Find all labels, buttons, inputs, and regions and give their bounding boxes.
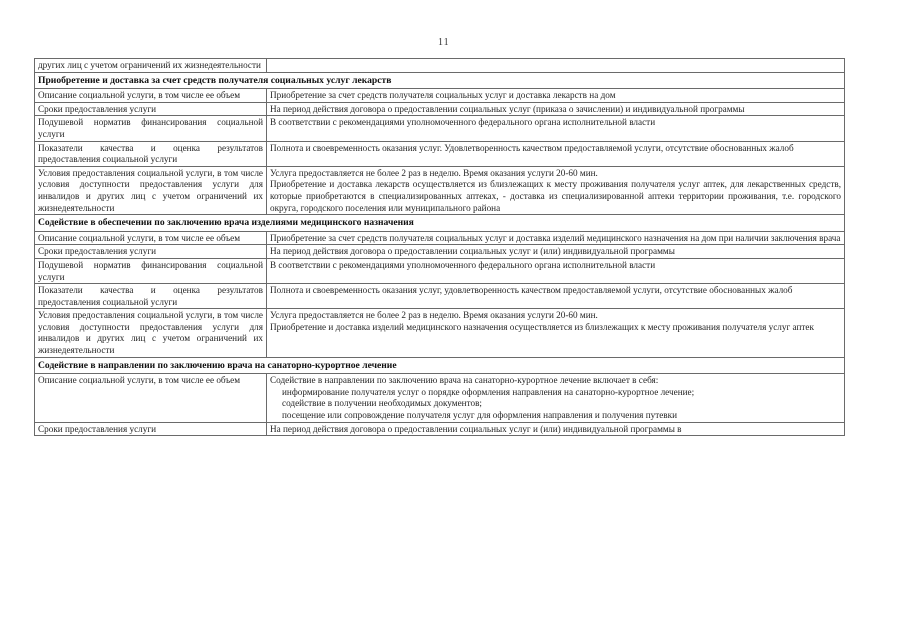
- table-row: [35, 309, 845, 357]
- row-value: [267, 59, 845, 73]
- row-label: Подушевой норматив финансирования социальной услуги: [35, 258, 267, 283]
- row-paragraph: Приобретение и доставка изделий медицинского назначения осуществляется из близлежащих к месту проживания получателя услуг аптек: [270, 321, 814, 332]
- table-row: [35, 422, 845, 436]
- row-value: [267, 102, 845, 116]
- row-paragraph: Приобретение за счет средств получателя социальных услуг и доставка лекарств на дом: [270, 90, 616, 101]
- row-value: [267, 245, 845, 259]
- table-row: [35, 141, 845, 166]
- row-label: Показатели качества и оценка результатов предоставления социальной услуги: [35, 141, 267, 166]
- list-item: информирование получателя услуг о порядке оформления направления на санаторно-курортное лечение;: [282, 386, 695, 397]
- row-paragraph: Приобретение за счет средств получателя социальных услуг и доставка изделий медицинского назначения на дом при наличии заключения врача: [270, 232, 841, 243]
- row-value: [267, 141, 845, 166]
- row-value: [267, 284, 845, 309]
- row-value: [267, 374, 845, 422]
- row-paragraph: На период действия договора о предоставлении социальных услуг (приказа о зачислении) и индивидуальной программы: [270, 103, 745, 114]
- row-paragraph: Приобретение и доставка лекарств осуществляется из близлежащих к месту проживания получателя услуг аптек, для лекарственных средств, которые приобретаются в специализированных аптеках, - доставка из специализированной аптеки территории проживания, т.е. городского округа, городского поселения или муниципального района: [270, 179, 841, 213]
- row-value: [267, 166, 845, 214]
- table-row: [35, 231, 845, 245]
- table-row: [35, 102, 845, 116]
- list-item: содействие в получении необходимых документов;: [282, 398, 482, 409]
- table-row: [35, 166, 845, 214]
- row-paragraph: В соответствии с рекомендациями уполномоченного федерального органа исполнительной власти: [270, 259, 656, 270]
- row-label: Сроки предоставления услуги: [35, 102, 267, 116]
- row-label: Условия предоставления социальной услуги, в том числе условия доступности предоставления услуги для инвалидов и других лиц с учетом ограничений их жизнедеятельности: [35, 309, 267, 357]
- section-title: Содействие в направлении по заключению врача на санаторно-курортное лечение: [35, 357, 845, 374]
- row-paragraph: Услуга предоставляется не более 2 раз в неделю. Время оказания услуги 20-60 мин.: [270, 167, 598, 178]
- table-row: [35, 284, 845, 309]
- row-value: [267, 116, 845, 141]
- table-row: [35, 258, 845, 283]
- row-label: Описание социальной услуги, в том числе ее объем: [35, 89, 267, 103]
- row-value: [267, 422, 845, 436]
- section-header: [35, 72, 845, 89]
- row-value: [267, 231, 845, 245]
- row-paragraph: В соответствии с рекомендациями уполномоченного федерального органа исполнительной власти: [270, 117, 656, 128]
- row-label: Описание социальной услуги, в том числе ее объем: [35, 374, 267, 422]
- section-title: Приобретение и доставка за счет средств получателя социальных услуг лекарств: [35, 72, 845, 89]
- table-row: [35, 374, 845, 422]
- row-label: других лиц с учетом ограничений их жизнедеятельности: [35, 59, 267, 73]
- list-item: посещение или сопровождение получателя услуг для оформления направления и получения путевки: [282, 410, 678, 421]
- row-paragraph: Содействие в направлении по заключению врача на санаторно-курортное лечение включает в себя:: [270, 375, 659, 386]
- row-value: [267, 89, 845, 103]
- section-header: [35, 215, 845, 232]
- row-label: Условия предоставления социальной услуги, в том числе условия доступности предоставления услуги для инвалидов и других лиц с учетом ограничений их жизнедеятельности: [35, 166, 267, 214]
- row-label: Сроки предоставления услуги: [35, 422, 267, 436]
- row-value: [267, 258, 845, 283]
- page-number: 11: [438, 37, 450, 48]
- table-row: [35, 116, 845, 141]
- row-label: Описание социальной услуги, в том числе ее объем: [35, 231, 267, 245]
- row-value: [267, 309, 845, 357]
- table-row: [35, 89, 845, 103]
- table-row: [35, 245, 845, 259]
- row-paragraph: Услуга предоставляется не более 2 раз в неделю. Время оказания услуги 20-60 мин.: [270, 310, 598, 321]
- row-paragraph: На период действия договора о предоставлении социальных услуг и (или) индивидуальной программы в: [270, 423, 682, 434]
- row-paragraph: Полнота и своевременность оказания услуг. Удовлетворенность качеством предоставляемой услуги, отсутствие обоснованных жалоб: [270, 142, 794, 153]
- row-label: Подушевой норматив финансирования социальной услуги: [35, 116, 267, 141]
- row-paragraph: На период действия договора о предоставлении социальных услуг и (или) индивидуальной программы: [270, 246, 675, 257]
- section-header: [35, 357, 845, 374]
- services-table: [34, 58, 845, 436]
- section-title: Содействие в обеспечении по заключению врача изделиями медицинского назначения: [35, 215, 845, 232]
- table-row: [35, 59, 845, 73]
- row-paragraph: Полнота и своевременность оказания услуг, удовлетворенность качеством предоставляемой услуги, отсутствие обоснованных жалоб: [270, 285, 793, 296]
- row-label: Показатели качества и оценка результатов предоставления социальной услуги: [35, 284, 267, 309]
- row-label: Сроки предоставления услуги: [35, 245, 267, 259]
